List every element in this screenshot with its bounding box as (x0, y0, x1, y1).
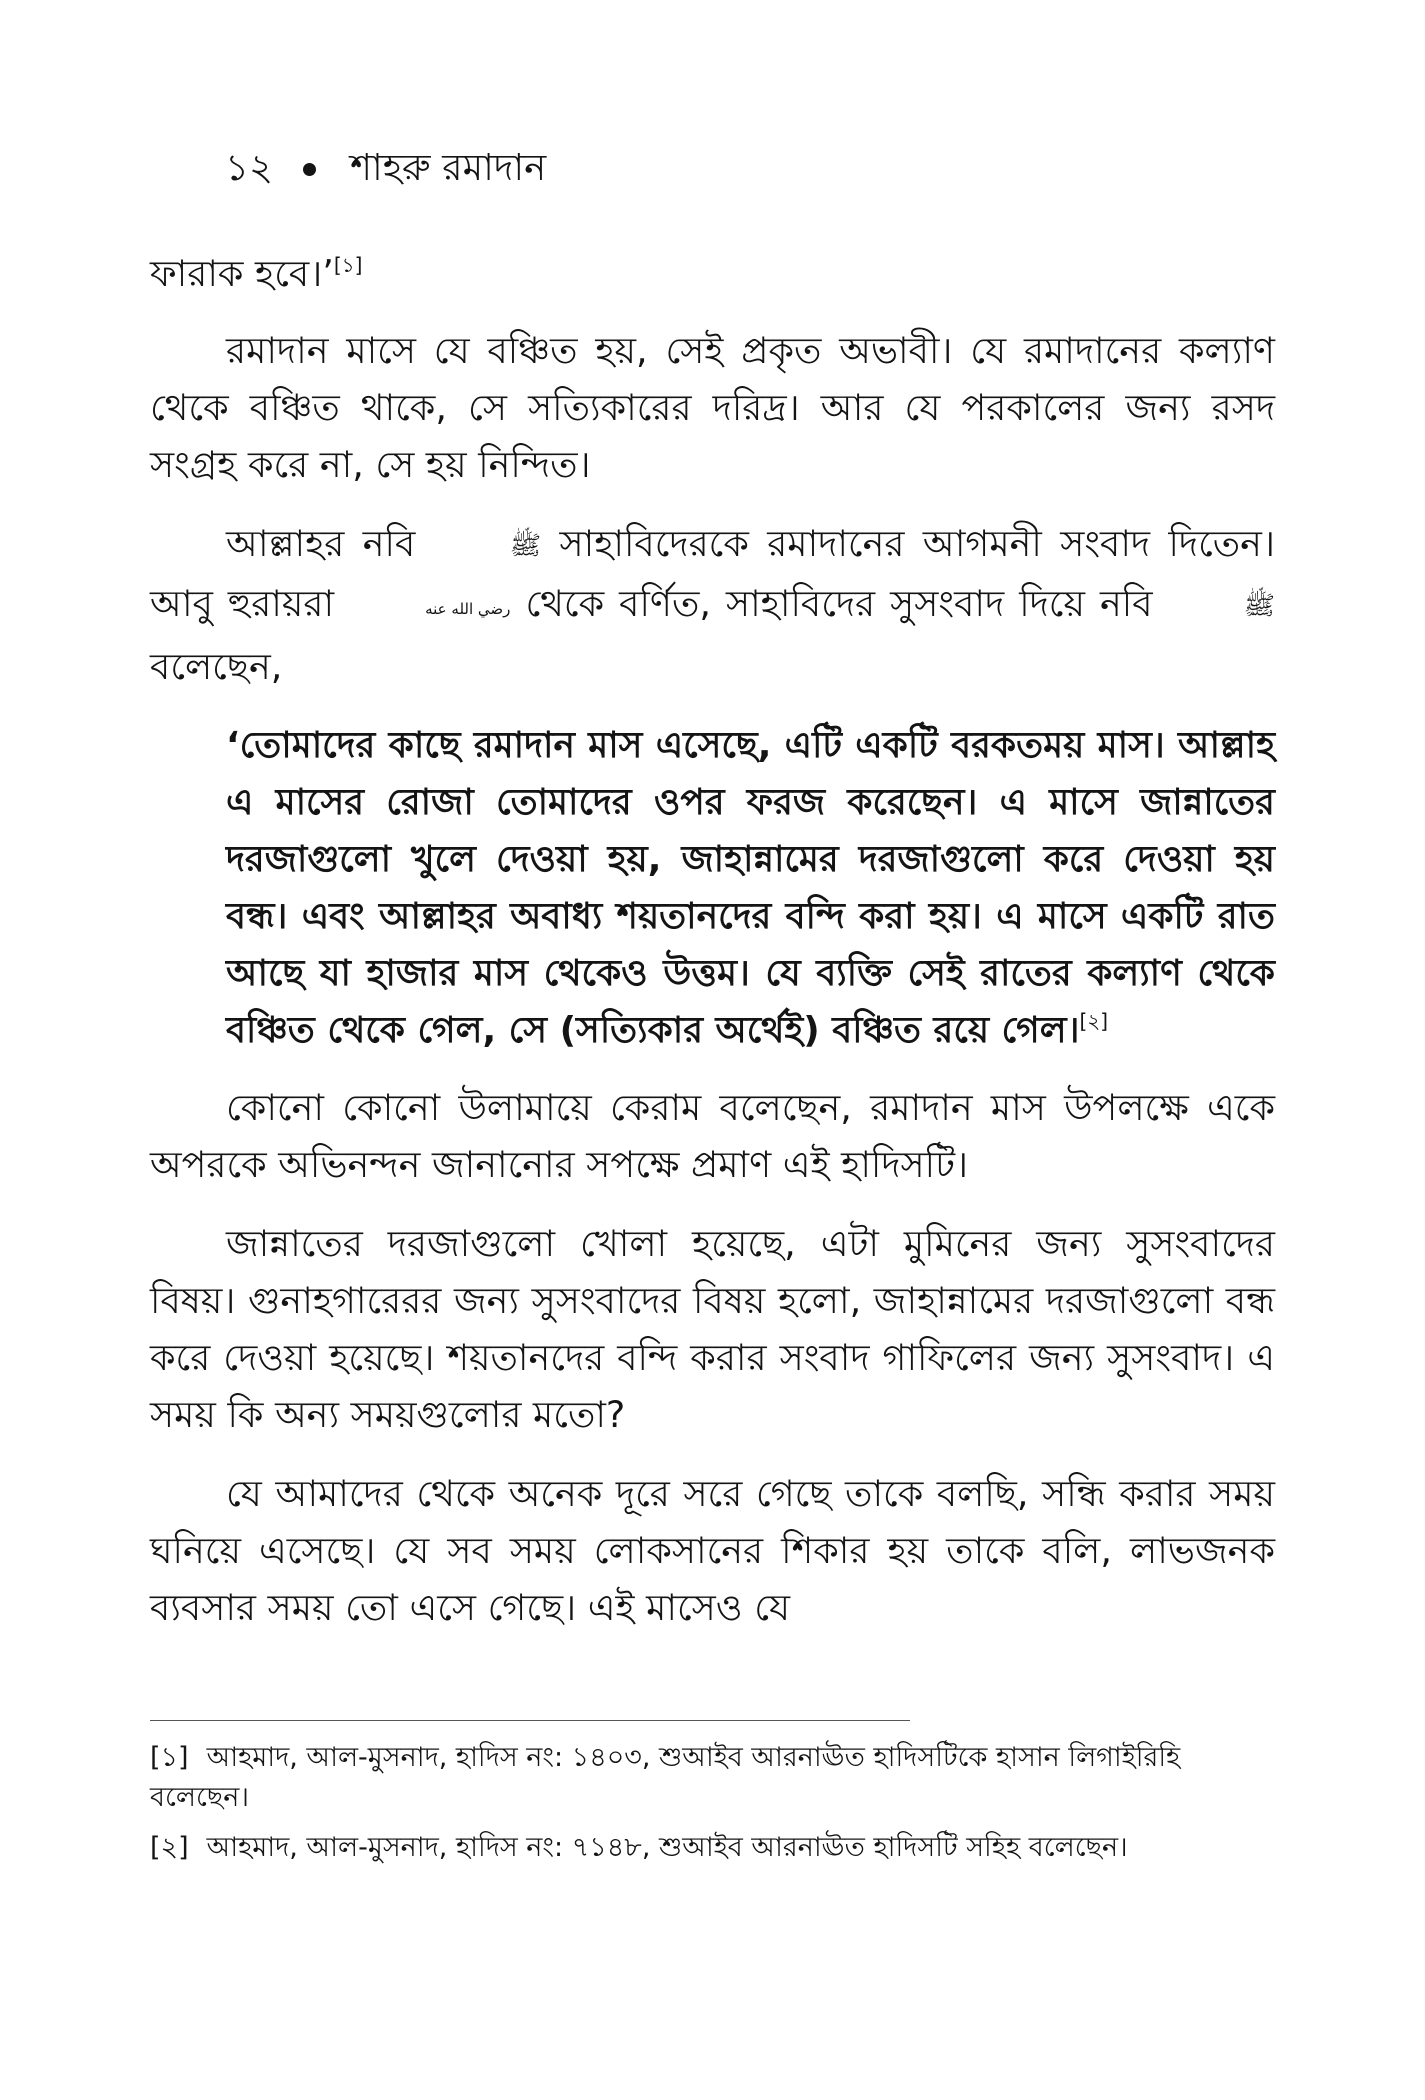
footnote-text: আহমাদ, আল-মুসনাদ, হাদিস নং: ১৪০৩, শুআইব আরনাঊত হাদিসটিকে হাসান লিগাইরিহি বলেছেন। (150, 1742, 1181, 1813)
footnote-mark: [১] (150, 1742, 189, 1773)
page-number: ১২ (225, 146, 274, 189)
footnote-divider (150, 1720, 910, 1721)
running-header (225, 138, 546, 201)
paragraph: যে আমাদের থেকে অনেক দূরে সরে গেছে তাকে বলছি, সন্ধি করার সময় ঘনিয়ে এসেছে। যে সব সময় লোকসানের শিকার হয় তাকে বলি, লাভজনক ব্যবসার সময় তো এসে গেছে। এই মাসেও যে (150, 1472, 1275, 1629)
paragraph-continuation: ফারাক হবে।’[১] (150, 252, 363, 295)
footnote-1 (150, 1738, 1275, 1818)
body-text (150, 245, 1275, 1658)
paragraph: আল্লাহর নবি ﷺ সাহাবিদেরকে রমাদানের আগমনী সংবাদ দিতেন। আবু হুরায়রা رضي الله عنه থেকে বর্ণিত, সাহাবিদের সুসংবাদ দিয়ে নবি ﷺ বলেছেন, (150, 515, 1275, 695)
paragraph: রমাদান মাসে যে বঞ্চিত হয়, সেই প্রকৃত অভাবী। যে রমাদানের কল্যাণ থেকে বঞ্চিত থাকে, সে সত্যিকারের দরিদ্র। আর যে পরকালের জন্য রসদ সংগ্রহ করে না, সে হয় নিন্দিত। (150, 329, 1275, 486)
footnote-mark: [২] (150, 1832, 189, 1863)
paragraph: জান্নাতের দরজাগুলো খোলা হয়েছে, এটা মুমিনের জন্য সুসংবাদের বিষয়। গুনাহগারেরর জন্য সুসংবাদের বিষয় হলো, জাহান্নামের দরজাগুলো বন্ধ করে দেওয়া হয়েছে। শয়তানদের বন্দি করার সংবাদ গাফিলের জন্য সুসংবাদ। এ সময় কি অন্য সময়গুলোর মতো? (150, 1222, 1275, 1436)
salawat-icon: ﷺ (509, 531, 542, 561)
footnote-text: আহমাদ, আল-মুসনাদ, হাদিস নং: ৭১৪৮, শুআইব আরনাঊত হাদিসটি সহিহ বলেছেন। (206, 1832, 1128, 1863)
radiallahu-anhu-icon: رضي الله عنه (425, 600, 511, 618)
footnote-ref-1: [১] (333, 253, 363, 277)
header-bullet (303, 163, 316, 176)
hadith-quote: ‘তোমাদের কাছে রমাদান মাস এসেছে, এটি একটি বরকতময় মাস। আল্লাহ এ মাসের রোজা তোমাদের ওপর ফরজ করেছেন। এ মাসে জান্নাতের দরজাগুলো খুলে দেওয়া হয়, জাহান্নামের দরজাগুলো করে দেওয়া হয় বন্ধ। এবং আল্লাহর অবাধ্য শয়তানদের বন্দি করা হয়। এ মাসে একটি রাত আছে যা হাজার মাস থেকেও উত্তম। যে ব্যক্তি সেই রাতের কল্যাণ থেকে বঞ্চিত থেকে গেল, সে (সত্যিকার অর্থেই) বঞ্চিত রয়ে গেল।[২] (226, 725, 1275, 1051)
footnote-ref-2: [২] (1079, 1009, 1109, 1033)
footnote-2 (150, 1828, 1275, 1868)
salawat-icon: ﷺ (1243, 591, 1276, 621)
paragraph: কোনো কোনো উলামায়ে কেরাম বলেছেন, রমাদান মাস উপলক্ষে একে অপরকে অভিনন্দন জানানোর সপক্ষে প্রমাণ এই হাদিসটি। (150, 1086, 1275, 1186)
book-title: শাহরু রমাদান (350, 146, 547, 189)
footnotes (150, 1738, 1275, 1878)
